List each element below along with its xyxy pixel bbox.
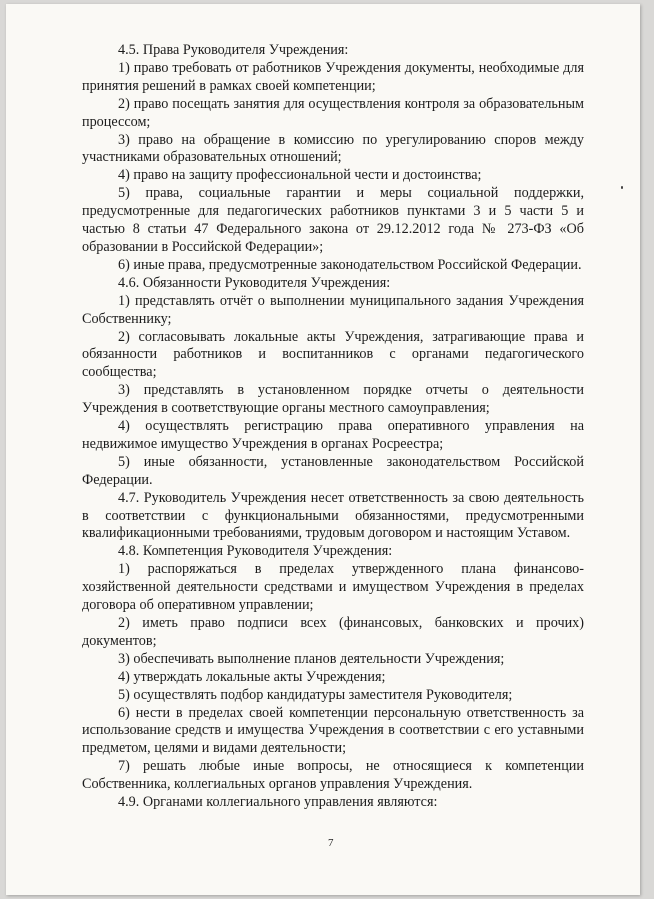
list-item: 3) право на обращение в комиссию по урегулированию споров между участниками образовательных отношений; [82, 131, 584, 166]
document-body [82, 42, 584, 812]
section-heading-4-5: 4.5. Права Руководителя Учреждения: [118, 42, 349, 58]
list-item: 4) утверждать локальные акты Учреждения; [118, 668, 386, 685]
list-item: 6) нести в пределах своей компетенции персональную ответственность за использование средств и имущества Учреждения в соответствии с его уставными предметом, целями и видами деятельности; [82, 704, 584, 757]
section-heading-4-6: 4.6. Обязанности Руководителя Учреждения: [118, 274, 391, 291]
list-item: 1) распоряжаться в пределах утвержденного плана финансово-хозяйственной деятельности средствами и имуществом Учреждения в пределах договора об оперативном управлении; [82, 561, 584, 614]
list-item: 6) иные права, предусмотренные законодательством Российской Федерации. [118, 256, 582, 273]
list-item: 5) права, социальные гарантии и меры социальной поддержки, предусмотренные для педагогических работников пунктами 3 и 5 части 5 и частью 8 статьи 47 Федерального закона от 29.12.2012 года № 273-ФЗ «Об образовании в Российской Федерации»; [82, 185, 584, 255]
section-paragraph-4-7: 4.7. Руководитель Учреждения несет ответственность за свою деятельность в соответствии с функциональными обязанностями, предусмотренными квалификационными требованиями, трудовым договором и настоящим Уставом. [82, 489, 584, 542]
page-number: 7 [328, 837, 334, 849]
section-heading-4-8: 4.8. Компетенция Руководителя Учреждения: [118, 543, 393, 560]
section-heading-4-9: 4.9. Органами коллегиального управления являются: [118, 794, 438, 811]
list-item: 1) представлять отчёт о выполнении муниципального задания Учреждения Собственнику; [82, 292, 584, 327]
list-item: 3) представлять в установленном порядке отчеты о деятельности Учреждения в соответствующие органы местного самоуправления; [82, 382, 584, 417]
list-item: 5) иные обязанности, установленные законодательством Российской Федерации. [82, 453, 584, 488]
list-item: 2) право посещать занятия для осуществления контроля за образовательным процессом; [82, 95, 584, 130]
list-item: 3) обеспечивать выполнение планов деятельности Учреждения; [118, 650, 505, 667]
list-item: 4) осуществлять регистрацию права оперативного управления на недвижимое имущество Учреждения в органах Росреестра; [82, 418, 584, 452]
list-item: 2) согласовывать локальные акты Учреждения, затрагивающие права и обязанности работников и воспитанников с органами педагогического сообщества; [82, 328, 584, 381]
list-item: 4) право на защиту профессиональной чести и достоинства; [118, 167, 482, 184]
list-item: 2) иметь право подписи всех (финансовых, банковских и прочих) документов; [82, 615, 584, 649]
scan-speck [621, 186, 623, 189]
list-item: 7) решать любые иные вопросы, не относящиеся к компетенции Собственника, коллегиальных органов управления Учреждения. [82, 758, 584, 793]
list-item: 1) право требовать от работников Учреждения документы, необходимые для принятия решений в рамках своей компетенции; [82, 59, 584, 94]
document-page [6, 4, 640, 895]
list-item: 5) осуществлять подбор кандидатуры заместителя Руководителя; [118, 686, 513, 703]
